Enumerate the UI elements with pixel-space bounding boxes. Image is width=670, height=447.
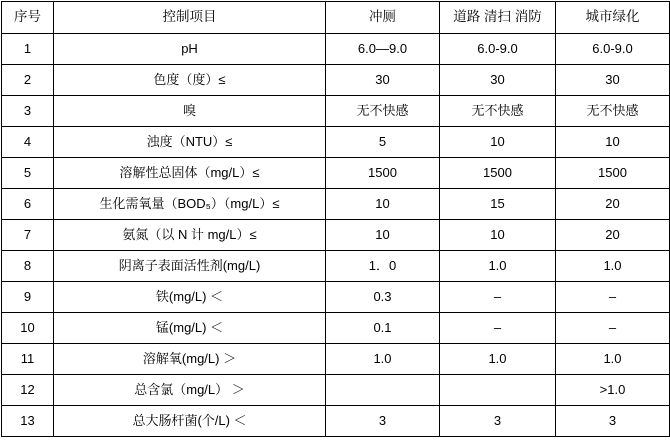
- cell-no: 2: [2, 65, 54, 96]
- cell-no: 12: [2, 375, 54, 406]
- table-row: [2, 96, 670, 127]
- cell-item: pH: [54, 34, 326, 65]
- table-row: [2, 158, 670, 189]
- cell-green: –: [556, 313, 670, 344]
- table-row: [2, 34, 670, 65]
- cell-green: 20: [556, 189, 670, 220]
- cell-no: 8: [2, 251, 54, 282]
- cell-toilet: 1500: [326, 158, 440, 189]
- column-header-road: 道路 清扫 消防: [440, 2, 556, 34]
- column-header-no: 序号: [2, 2, 54, 34]
- table-row: [2, 313, 670, 344]
- cell-item: 嗅: [54, 96, 326, 127]
- cell-toilet: 6.0—9.0: [326, 34, 440, 65]
- cell-toilet: 30: [326, 65, 440, 96]
- cell-green: 1.0: [556, 344, 670, 375]
- cell-toilet: 无不快感: [326, 96, 440, 127]
- cell-green: 10: [556, 127, 670, 158]
- cell-road: [440, 375, 556, 406]
- table-row: [2, 406, 670, 437]
- cell-item: 色度（度）≤: [54, 65, 326, 96]
- cell-no: 6: [2, 189, 54, 220]
- cell-no: 1: [2, 34, 54, 65]
- cell-road: 6.0-9.0: [440, 34, 556, 65]
- cell-green: 30: [556, 65, 670, 96]
- cell-toilet: [326, 375, 440, 406]
- cell-green: 20: [556, 220, 670, 251]
- table-header: [2, 2, 670, 34]
- cell-item: 生化需氧量（BOD₅）（mg/L）≤: [54, 189, 326, 220]
- cell-item: 溶解氧(mg/L) ＞: [54, 344, 326, 375]
- cell-toilet: 10: [326, 189, 440, 220]
- cell-item: 锰(mg/L) ＜: [54, 313, 326, 344]
- cell-green: 1.0: [556, 251, 670, 282]
- cell-road: 1500: [440, 158, 556, 189]
- cell-road: 1.0: [440, 251, 556, 282]
- cell-no: 7: [2, 220, 54, 251]
- cell-toilet: 10: [326, 220, 440, 251]
- cell-green: 1500: [556, 158, 670, 189]
- cell-no: 4: [2, 127, 54, 158]
- table-row: [2, 282, 670, 313]
- cell-item: 总含氯（mg/L） ＞: [54, 375, 326, 406]
- cell-no: 5: [2, 158, 54, 189]
- cell-no: 11: [2, 344, 54, 375]
- cell-toilet: 3: [326, 406, 440, 437]
- column-header-toilet: 冲厕: [326, 2, 440, 34]
- cell-toilet: 5: [326, 127, 440, 158]
- cell-toilet: 0.3: [326, 282, 440, 313]
- cell-item: 浊度（NTU）≤: [54, 127, 326, 158]
- column-header-item: 控制项目: [54, 2, 326, 34]
- cell-item: 总大肠杆菌(个/L) ＜: [54, 406, 326, 437]
- cell-no: 10: [2, 313, 54, 344]
- water-quality-table: [1, 1, 670, 437]
- table-row: [2, 251, 670, 282]
- cell-item: 氨氮（以 N 计 mg/L）≤: [54, 220, 326, 251]
- cell-no: 13: [2, 406, 54, 437]
- cell-road: 3: [440, 406, 556, 437]
- table-body: [2, 34, 670, 437]
- cell-no: 3: [2, 96, 54, 127]
- cell-no: 9: [2, 282, 54, 313]
- cell-green: 无不快感: [556, 96, 670, 127]
- cell-item: 阴离子表面活性剂(mg/L): [54, 251, 326, 282]
- table-row: [2, 220, 670, 251]
- header-row: [2, 2, 670, 34]
- table-row: [2, 127, 670, 158]
- table-row: [2, 189, 670, 220]
- table-row: [2, 375, 670, 406]
- cell-road: –: [440, 313, 556, 344]
- cell-item: 溶解性总固体（mg/L）≤: [54, 158, 326, 189]
- cell-road: 30: [440, 65, 556, 96]
- cell-toilet: 0.1: [326, 313, 440, 344]
- cell-road: 10: [440, 127, 556, 158]
- cell-green: >1.0: [556, 375, 670, 406]
- cell-green: –: [556, 282, 670, 313]
- cell-road: 1.0: [440, 344, 556, 375]
- cell-toilet: 1.0: [326, 344, 440, 375]
- cell-toilet: 1．0: [326, 251, 440, 282]
- column-header-green: 城市绿化: [556, 2, 670, 34]
- table-row: [2, 65, 670, 96]
- cell-road: 15: [440, 189, 556, 220]
- cell-road: 无不快感: [440, 96, 556, 127]
- cell-road: –: [440, 282, 556, 313]
- cell-road: 10: [440, 220, 556, 251]
- table-row: [2, 344, 670, 375]
- water-quality-table-document: [0, 1, 670, 447]
- cell-green: 3: [556, 406, 670, 437]
- cell-item: 铁(mg/L) ＜: [54, 282, 326, 313]
- cell-green: 6.0-9.0: [556, 34, 670, 65]
